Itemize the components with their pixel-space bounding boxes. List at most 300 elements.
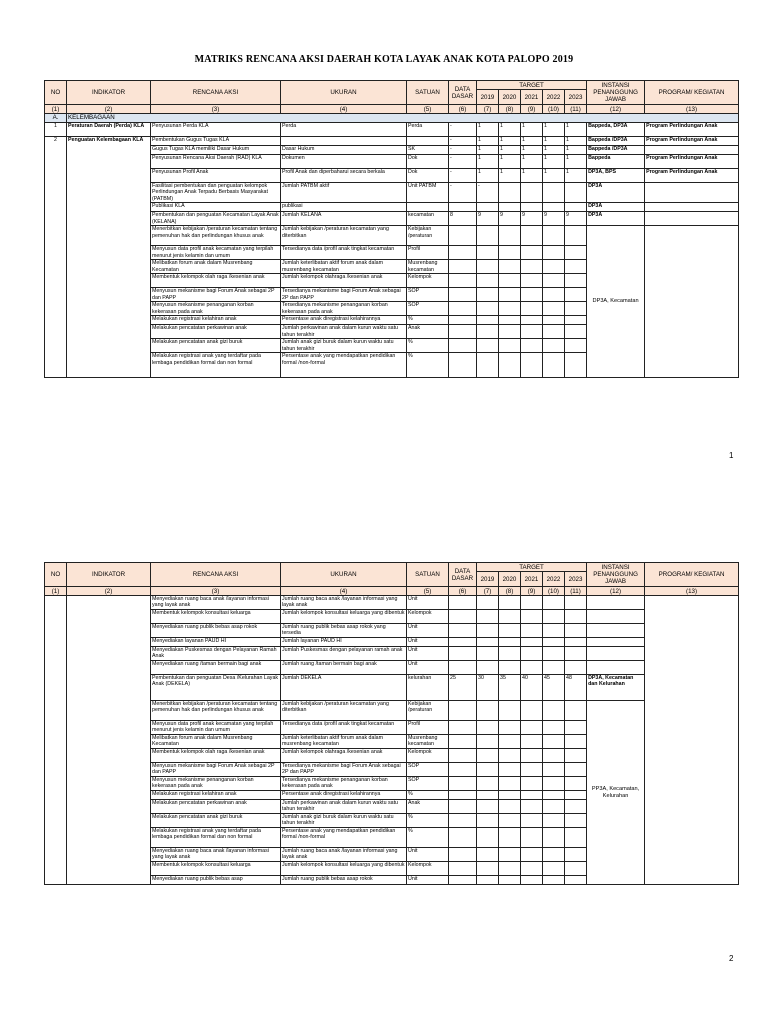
row-data-dasar [449,763,477,777]
row-ukuran: Jumlah keterlibatan aktif forum anak dalam musrenbang kecamatan [281,735,407,749]
row-satuan: SOP [407,777,449,791]
row-target-value [543,721,565,735]
row-satuan: SOP [407,288,449,302]
row-target-value [543,814,565,828]
row-data-dasar: - [449,169,477,183]
row-data-dasar: - [449,146,477,155]
row-target-value [477,316,499,325]
row-program: Program Perlindungan Anak [645,137,739,146]
row-target-value: 1 [543,137,565,146]
row-ukuran: Tersedianya data /profil anak tingkat kecamatan [281,721,407,735]
row-rencana-aksi: Penyusunan Profil Anak [151,169,281,183]
row-target-value [543,288,565,302]
row-target-value [477,302,499,316]
row-ukuran: Profil Anak dan diperbaharui secara berkala [281,169,407,183]
row-target-value [521,339,543,353]
row-target-value [543,876,565,885]
row-target-value [477,353,499,378]
row-target-value: 48 [565,675,587,701]
row-target-value: 1 [499,146,521,155]
row-rencana-aksi: Menyusun data profil anak kecamatan yang terpilah menurut jenis kelamin dan umum [151,246,281,260]
column-number: (7) [477,587,499,596]
row-target-value [477,777,499,791]
row-indikator [67,596,151,885]
row-target-value [543,777,565,791]
row-target-value [477,848,499,862]
page-number: 2 [729,954,734,963]
row-data-dasar: 25 [449,675,477,701]
row-target-value [521,203,543,212]
row-data-dasar [449,624,477,638]
row-target-value: 1 [565,146,587,155]
row-target-value [565,610,587,624]
row-ukuran: Jumlah Puskesmas dengan pelayanan ramah anak [281,647,407,661]
row-target-value [543,735,565,749]
row-target-value [565,814,587,828]
row-target-value [477,274,499,288]
header-instansi: INSTANSI PENANGGUNG JAWAB [587,81,645,105]
row-rencana-aksi: Menerbitkan kebijakan /peraturan kecamatan tentang pemenuhan hak dan perlindungan khusus anak [151,226,281,246]
row-target-value [543,316,565,325]
row-target-value [543,749,565,763]
row-satuan: % [407,828,449,848]
row-target-value [477,763,499,777]
row-target-value [499,791,521,800]
row-data-dasar [449,339,477,353]
row-target-value [499,749,521,763]
row-data-dasar [449,828,477,848]
column-number: (9) [521,105,543,114]
row-target-value: 1 [543,155,565,169]
row-target-value [499,777,521,791]
row-satuan: Kelompok [407,862,449,876]
header-satuan: SATUAN [407,563,449,587]
row-target-value [477,260,499,274]
row-instansi [587,647,645,661]
column-number: (10) [543,105,565,114]
row-target-value [477,624,499,638]
column-number: (13) [645,587,739,596]
row-target-value: 1 [499,123,521,137]
row-target-value [565,246,587,260]
row-target-value: 1 [565,123,587,137]
row-data-dasar [449,876,477,885]
column-number: (11) [565,587,587,596]
header-year: 2019 [477,90,499,105]
column-number: (5) [407,105,449,114]
row-rencana-aksi: Melakukan registrasi kelahiran anak [151,791,281,800]
row-target-value: - [477,183,499,203]
row-ukuran: Tersedianya mekanisme bagi Forum Anak sebagai 2P dan PAPP [281,763,407,777]
row-target-value [521,288,543,302]
row-target-value [543,862,565,876]
row-rencana-aksi: Pembentukan dan penguatan Desa /Kelurahan Layak Anak (DEKELA) [151,675,281,701]
row-target-value [521,647,543,661]
row-rencana-aksi: Penyusunan Perda KLA [151,123,281,137]
row-ukuran: Persentase anak yang mendapatkan pendidikan formal /non-formal [281,353,407,378]
row-target-value [565,862,587,876]
row-target-value [499,828,521,848]
row-target-value [499,647,521,661]
row-satuan: Kelompok [407,610,449,624]
column-number: (1) [45,587,67,596]
row-satuan: Perda [407,123,449,137]
row-program-merged [645,226,739,378]
row-data-dasar [449,246,477,260]
row-target-value [477,596,499,610]
row-target-value [565,638,587,647]
row-target-value [521,624,543,638]
row-rencana-aksi: Menyediakan ruang /taman bermain bagi anak [151,661,281,675]
row-ukuran: Jumlah ruang publik bebas asap rokok yang tersedia [281,624,407,638]
row-target-value [565,647,587,661]
row-target-value [499,610,521,624]
column-number: (13) [645,105,739,114]
row-target-value [543,353,565,378]
row-satuan: Unit [407,876,449,885]
document-title: MATRIKS RENCANA AKSI DAERAH KOTA LAYAK ANAK KOTA PALOPO 2019 [194,54,574,65]
row-target-value [521,814,543,828]
header-ukuran: UKURAN [281,563,407,587]
row-ukuran: Jumlah KELANA [281,212,407,226]
row-target-value [477,800,499,814]
row-satuan: Kebijakan /peraturan [407,701,449,721]
row-target-value [543,848,565,862]
header-program: PROGRAM/ KEGIATAN [645,81,739,105]
row-data-dasar [449,325,477,339]
row-satuan: Unit [407,596,449,610]
row-target-value [565,828,587,848]
row-rencana-aksi: Membentuk kelompok olah raga /kesenian anak [151,274,281,288]
row-target-value: 9 [565,212,587,226]
row-target-value [521,661,543,675]
column-number: (3) [151,105,281,114]
row-target-value: 1 [543,146,565,155]
header-year: 2023 [565,572,587,587]
row-target-value [543,596,565,610]
row-target-value [477,661,499,675]
row-satuan: Musrenbang kecamatan [407,260,449,274]
header-year: 2022 [543,572,565,587]
row-satuan: SK [407,146,449,155]
row-data-dasar: 8 [449,212,477,226]
row-data-dasar: - [449,137,477,146]
row-instansi: DP3A [587,212,645,226]
row-satuan: Profil [407,246,449,260]
section-letter: A. [45,114,67,123]
table-row [45,596,739,610]
row-data-dasar: - [449,155,477,169]
row-ukuran: Jumlah kebijakan /peraturan kecamatan yang diterbitkan [281,701,407,721]
row-target-value [521,777,543,791]
row-target-value: 1 [521,155,543,169]
row-instansi [587,624,645,638]
row-target-value [499,325,521,339]
column-number: (2) [67,105,151,114]
row-rencana-aksi: Melakukan pencatatan perkawinan anak [151,325,281,339]
row-program [645,596,739,885]
row-target-value [543,339,565,353]
row-target-value: 1 [565,137,587,146]
column-number: (5) [407,587,449,596]
row-data-dasar [449,735,477,749]
row-target-value [499,848,521,862]
row-satuan: Unit [407,647,449,661]
table-row [45,123,739,137]
row-satuan: kecamatan [407,212,449,226]
row-target-value [477,749,499,763]
row-target-value [499,274,521,288]
row-data-dasar [449,610,477,624]
row-target-value: 1 [477,146,499,155]
row-rencana-aksi: Menyediakan ruang baca anak /layanan informasi yang layak anak [151,596,281,610]
row-target-value [565,302,587,316]
row-target-value [543,638,565,647]
row-target-value [499,661,521,675]
row-rencana-aksi: Menyediakan ruang publik bebas asap rokok [151,624,281,638]
row-target-value [565,288,587,302]
row-data-dasar [449,800,477,814]
row-instansi [587,661,645,675]
row-rencana-aksi: Melakukan pencatatan perkawinan anak [151,800,281,814]
row-target-value [499,701,521,721]
row-target-value [565,596,587,610]
row-rencana-aksi: Menyusun mekanisme penanganan korban kekerasan pada anak [151,302,281,316]
row-target-value: 1 [499,155,521,169]
row-target-value [543,302,565,316]
row-target-value [543,203,565,212]
row-target-value: 9 [477,212,499,226]
row-target-value [499,246,521,260]
row-target-value [521,763,543,777]
row-rencana-aksi: Melakukan pencatatan anak gizi buruk [151,339,281,353]
row-data-dasar [449,848,477,862]
row-target-value [521,274,543,288]
row-target-value [565,701,587,721]
row-target-value: 1 [543,123,565,137]
row-satuan: Unit [407,661,449,675]
row-target-value: 40 [521,675,543,701]
header-target: TARGET [477,81,587,90]
row-satuan [407,203,449,212]
column-number: (1) [45,105,67,114]
header-rencana-aksi: RENCANA AKSI [151,81,281,105]
column-number: (2) [67,587,151,596]
row-rencana-aksi: Menerbitkan kebijakan /peraturan kecamatan tentang pemenuhan hak dan perlindungan khusus anak [151,701,281,721]
row-indikator: Penguatan Kelembagaan KLA [67,137,151,378]
row-satuan: SOP [407,763,449,777]
row-target-value [477,610,499,624]
row-target-value [565,763,587,777]
row-ukuran: Tersedianya data /profil anak tingkat kecamatan [281,246,407,260]
row-target-value [565,661,587,675]
row-target-value: 1 [477,155,499,169]
row-instansi [587,638,645,647]
header-indikator: INDIKATOR [67,563,151,587]
row-rencana-aksi: Menyediakan layanan PAUD HI [151,638,281,647]
row-target-value [565,260,587,274]
row-target-value [565,749,587,763]
row-program [645,203,739,212]
row-ukuran: Jumlah keterlibatan aktif forum anak dalam musrenbang kecamatan [281,260,407,274]
row-target-value [543,183,565,203]
row-target-value [499,260,521,274]
column-number: (11) [565,105,587,114]
header-year: 2019 [477,572,499,587]
row-rencana-aksi: Penyusunan Rencana Aksi Daerah (RAD) KLA [151,155,281,169]
row-target-value [521,183,543,203]
row-ukuran: Persentase anak diregistrasi kelahirannya [281,791,407,800]
column-number: (10) [543,587,565,596]
row-target-value [543,325,565,339]
row-instansi: Bappeda /DP3A [587,137,645,146]
row-data-dasar [449,274,477,288]
row-ukuran: Jumlah perkawinan anak dalam kurun waktu satu tahun terakhir [281,325,407,339]
row-ukuran: Jumlah kelompok konsultasi keluarga yang dibentuk [281,862,407,876]
row-target-value [477,203,499,212]
row-target-value [499,876,521,885]
row-ukuran: Perda [281,123,407,137]
row-target-value [565,353,587,378]
row-satuan: Unit [407,624,449,638]
column-number: (6) [449,105,477,114]
row-program [645,146,739,155]
row-target-value [477,876,499,885]
row-target-value [543,610,565,624]
row-target-value [521,862,543,876]
row-target-value [543,661,565,675]
row-target-value [521,828,543,848]
row-target-value [565,800,587,814]
row-no [45,596,67,885]
row-data-dasar [449,596,477,610]
row-ukuran: Jumlah ruang baca anak /layanan informasi yang layak anak [281,596,407,610]
row-ukuran [281,137,407,146]
row-satuan: Unit PATBM [407,183,449,203]
row-target-value [521,848,543,862]
row-instansi: Bappeda [587,155,645,169]
row-data-dasar [449,353,477,378]
row-target-value: 1 [499,169,521,183]
row-instansi: Bappeda, DP3A [587,123,645,137]
row-target-value [499,800,521,814]
column-number: (8) [499,105,521,114]
row-target-value: 35 [499,675,521,701]
page-number: 1 [729,451,734,460]
row-target-value [521,302,543,316]
row-target-value: 1 [477,123,499,137]
row-data-dasar [449,701,477,721]
row-target-value [499,226,521,246]
row-target-value [477,814,499,828]
column-number: (4) [281,105,407,114]
row-target-value [499,353,521,378]
row-rencana-aksi: Publikasi KLA [151,203,281,212]
row-target-value [565,183,587,203]
row-ukuran: Jumlah kelompok konsultasi keluarga yang dibentuk [281,610,407,624]
row-data-dasar [449,316,477,325]
row-satuan: % [407,339,449,353]
row-ukuran: Jumlah perkawinan anak dalam kurun waktu satu tahun terakhir [281,800,407,814]
row-ukuran: Jumlah ruang /taman bermain bagi anak [281,661,407,675]
row-target-value [477,701,499,721]
row-target-value [565,274,587,288]
row-target-value [565,203,587,212]
row-target-value: 1 [521,137,543,146]
row-target-value [565,735,587,749]
row-target-value: 30 [477,675,499,701]
row-data-dasar [449,814,477,828]
header-year: 2022 [543,90,565,105]
row-instansi-merged: PP3A, Kecamatan, Kelurahan [587,701,645,885]
row-target-value [521,260,543,274]
row-rencana-aksi: Menyusun mekanisme penanganan korban kekerasan pada anak [151,777,281,791]
row-target-value: 9 [499,212,521,226]
row-ukuran: Jumlah PATBM aktif [281,183,407,203]
row-rencana-aksi: Menyediakan Puskesmas dengan Pelayanan Ramah Anak [151,647,281,661]
row-target-value [499,638,521,647]
row-satuan: % [407,353,449,378]
row-ukuran: Persentase anak diregistrasi kelahirannya [281,316,407,325]
row-data-dasar [449,302,477,316]
row-data-dasar [449,226,477,246]
row-target-value [499,763,521,777]
row-target-value [477,638,499,647]
section-label: KELEMBAGAAN [67,114,739,123]
row-target-value: 1 [521,146,543,155]
header-year: 2020 [499,572,521,587]
row-target-value: 9 [521,212,543,226]
row-target-value: 1 [521,123,543,137]
row-satuan [407,137,449,146]
row-data-dasar: - [449,123,477,137]
row-instansi: DP3A, BPS [587,169,645,183]
column-number: (3) [151,587,281,596]
row-satuan: Anak [407,325,449,339]
row-target-value [565,624,587,638]
row-target-value [543,791,565,800]
row-indikator: Peraturan Daerah (Perda) KLA [67,123,151,137]
row-no: 1 [45,123,67,137]
row-target-value [543,800,565,814]
row-target-value [543,274,565,288]
row-target-value [477,288,499,302]
row-rencana-aksi: Melibatkan forum anak dalam Musrenbang Kecamatan [151,260,281,274]
row-rencana-aksi: Gugus Tugas KLA memiliki Dasar Hukum [151,146,281,155]
row-rencana-aksi: Melakukan pencatatan anak gizi buruk [151,814,281,828]
row-ukuran: Jumlah kelompok olahraga /kesenian anak [281,274,407,288]
header-indikator: INDIKATOR [67,81,151,105]
row-ukuran: Jumlah anak gizi buruk dalam kurun waktu satu tahun terakhir [281,814,407,828]
row-rencana-aksi: Membentuk kelompok konsultasi keluarga [151,610,281,624]
row-target-value [499,814,521,828]
row-target-value [499,721,521,735]
row-satuan: % [407,791,449,800]
row-target-value [499,339,521,353]
row-target-value: 45 [543,675,565,701]
row-target-value [521,316,543,325]
row-target-value [543,260,565,274]
row-target-value [477,735,499,749]
header-year: 2023 [565,90,587,105]
row-target-value [565,316,587,325]
row-satuan: % [407,316,449,325]
row-target-value [499,596,521,610]
row-target-value [499,624,521,638]
row-data-dasar [449,288,477,302]
row-target-value [477,721,499,735]
row-target-value [543,763,565,777]
